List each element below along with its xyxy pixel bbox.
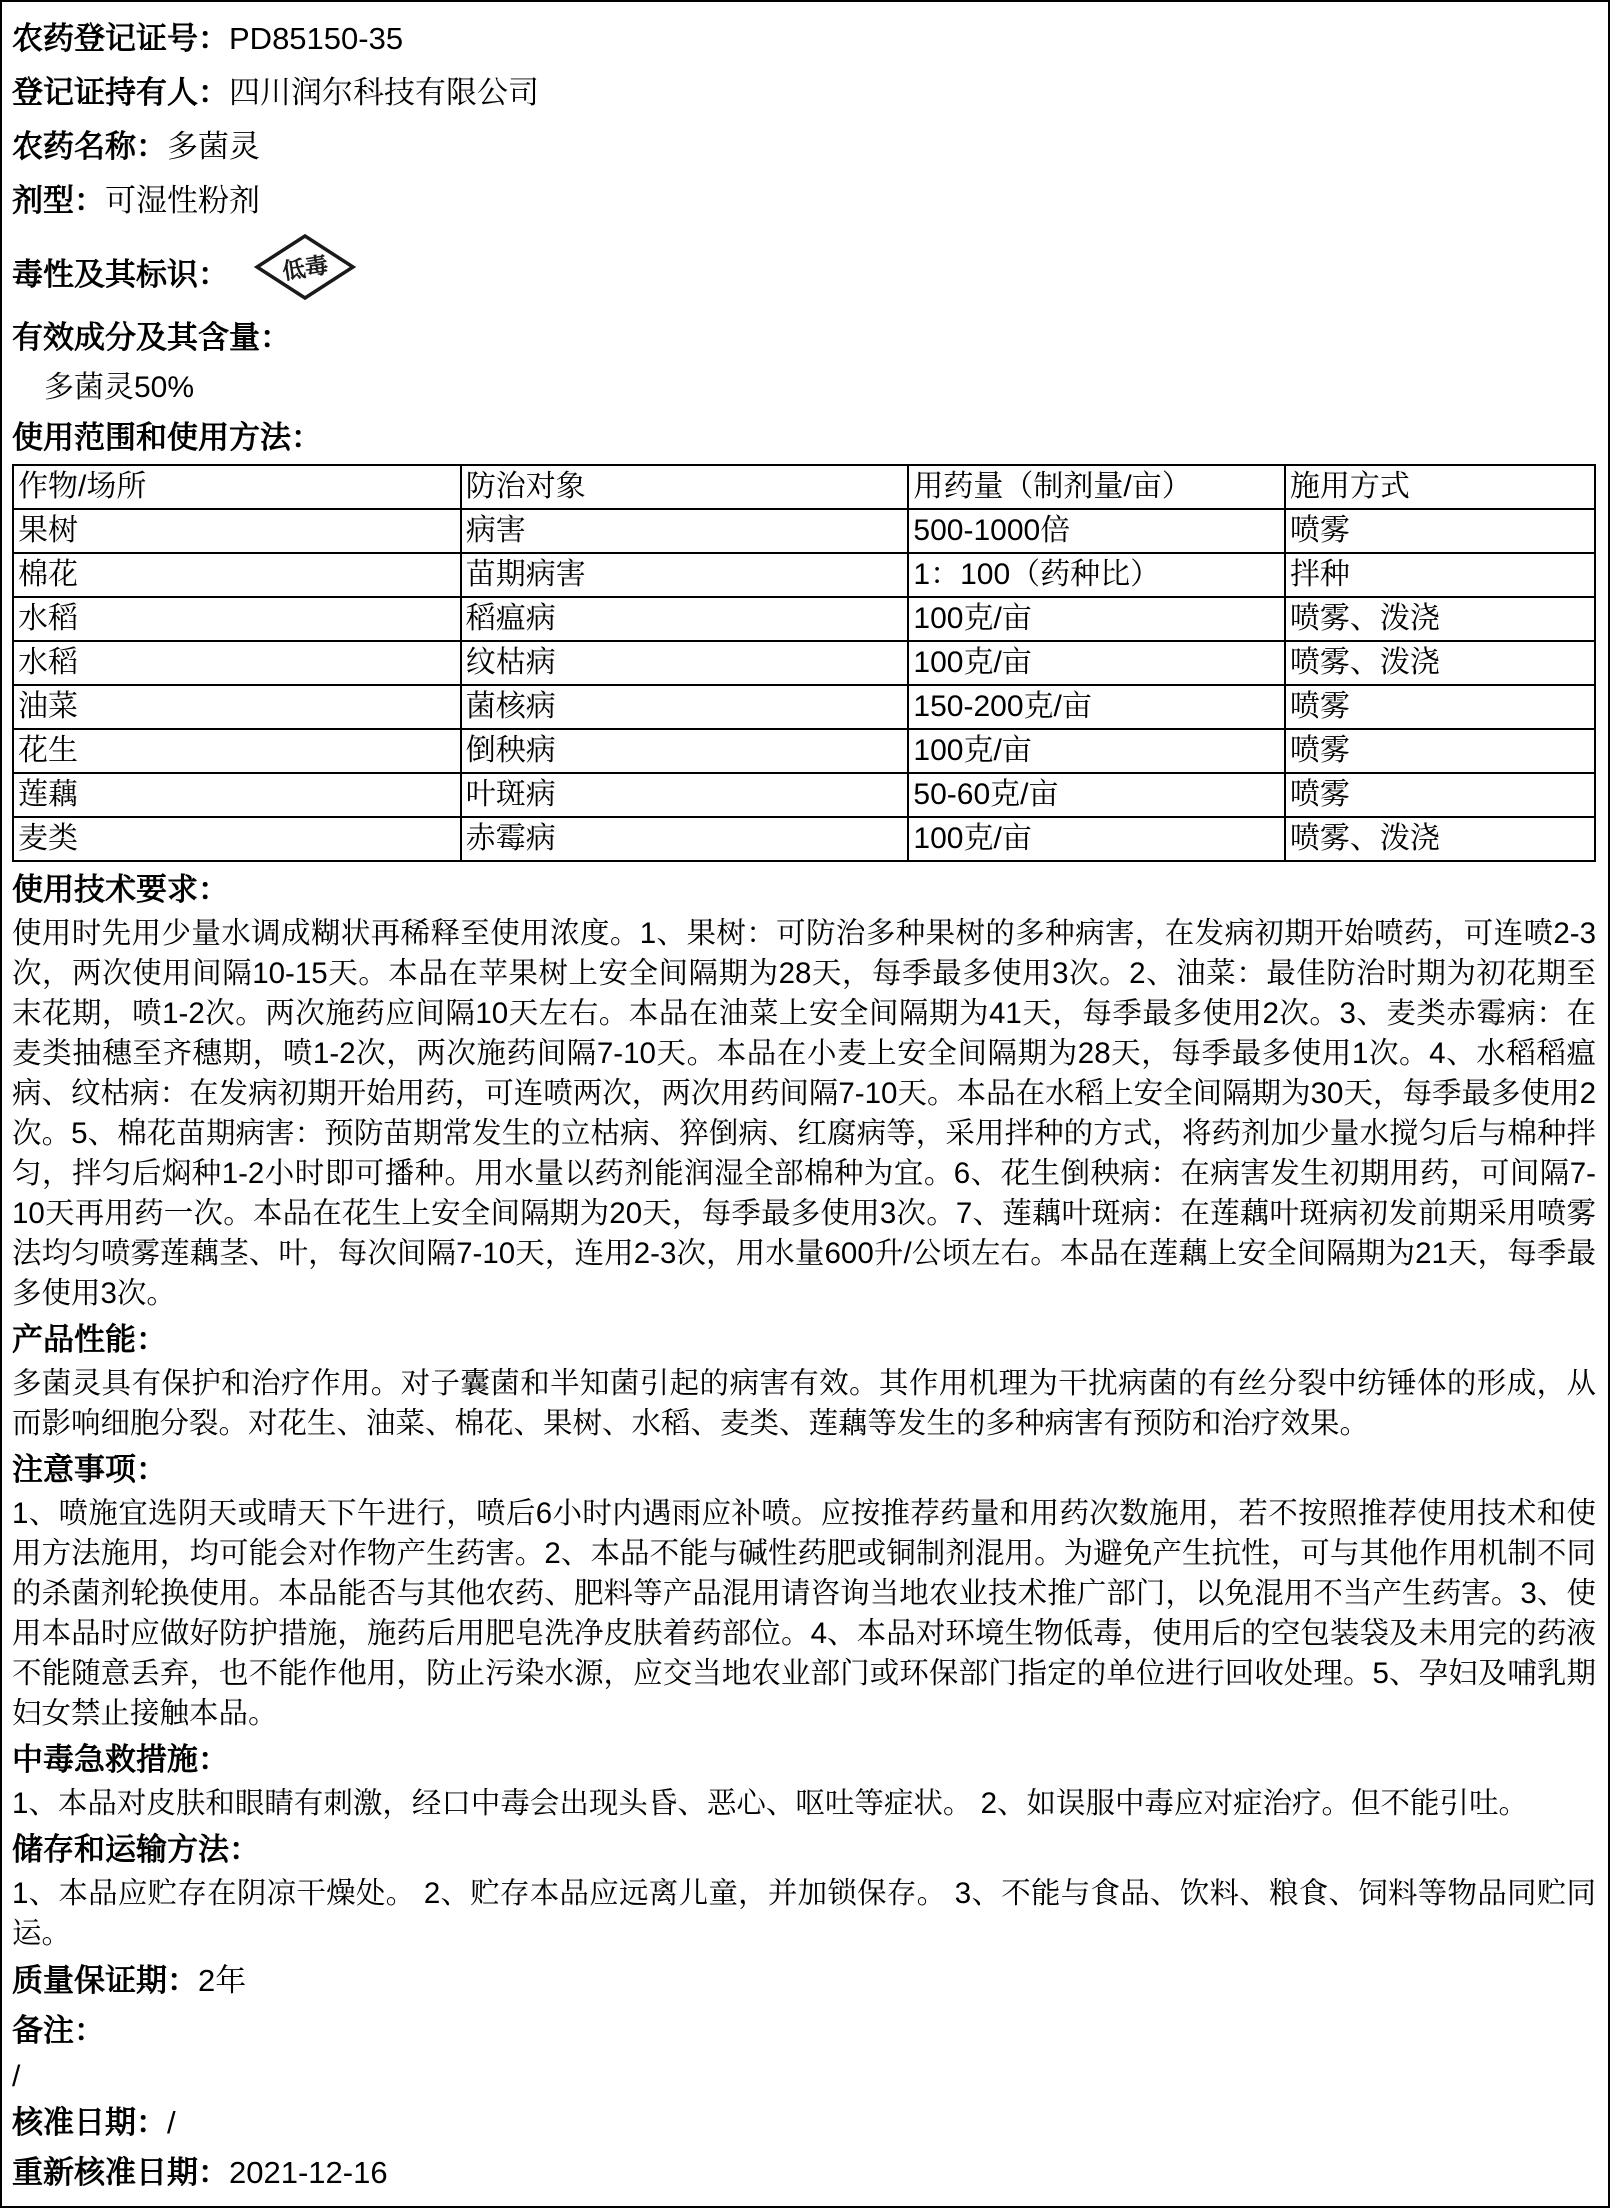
cell-method: 喷雾 — [1285, 509, 1595, 553]
usage-heading: 使用范围和使用方法： — [12, 420, 322, 455]
cell-crop: 花生 — [13, 729, 461, 773]
cell-target: 叶斑病 — [461, 773, 909, 817]
table-row — [13, 641, 1595, 685]
first-aid-text: 1、本品对皮肤和眼睛有刺激，经口中毒会出现头昏、恶心、呕吐等症状。 2、如误服中毒应对症治疗。但不能引吐。 — [12, 1787, 1529, 1820]
first-aid-heading: 中毒急救措施： — [12, 1742, 229, 1777]
cell-dosage: 1：100（药种比） — [908, 553, 1285, 597]
cell-crop: 莲藕 — [13, 773, 461, 817]
cell-crop: 麦类 — [13, 817, 461, 861]
approval-date-line — [12, 2098, 1596, 2148]
cell-crop: 水稻 — [13, 641, 461, 685]
table-row — [13, 553, 1595, 597]
table-row — [13, 773, 1595, 817]
pesticide-name-label: 农药名称： — [12, 129, 167, 164]
reapproval-date-label: 重新核准日期： — [12, 2155, 229, 2190]
holder-value: 四川润尔科技有限公司 — [229, 75, 539, 110]
formulation-label: 剂型： — [12, 183, 105, 218]
storage-text: 1、本品应贮存在阴凉干燥处。 2、贮存本品应远离儿童，并加锁保存。 3、不能与食品、饮料、粮食、饲料等物品同贮同运。 — [12, 1877, 1596, 1950]
cell-dosage: 50-60克/亩 — [908, 773, 1285, 817]
cell-method: 喷雾 — [1285, 685, 1595, 729]
cell-dosage: 500-1000倍 — [908, 509, 1285, 553]
toxicity-label: 毒性及其标识： — [12, 256, 229, 292]
table-row — [13, 509, 1595, 553]
active-ingredient-value: 多菌灵50% — [44, 371, 195, 404]
approval-date-label: 核准日期： — [12, 2105, 167, 2140]
cell-target: 赤霉病 — [461, 817, 909, 861]
formulation-value: 可湿性粉剂 — [105, 183, 260, 218]
toxicity-line — [12, 228, 1596, 314]
cell-target: 稻瘟病 — [461, 597, 909, 641]
technical-requirements-text: 使用时先用少量水调成糊状再稀释至使用浓度。1、果树：可防治多种果树的多种病害，在发病初期开始喷药，可连喷2-3次，两次使用间隔10-15天。本品在苹果树上安全间隔期为28天，每季最多使用3次。2、油菜：最佳防治时期为初花期至末花期，喷1-2次。两次施药应间隔10天左右。本品在油菜上安全间隔期为41天，每季最多使用2次。3、麦类赤霉病：在麦类抽穗至齐穗期，喷1-2次，两次施药间隔7-10天。本品在小麦上安全间隔期为28天，每季最多使用1次。4、水稻稻瘟病、纹枯病：在发病初期开始用药，可连喷两次，两次用药间隔7-10天。本品在水稻上安全间隔期为30天，每季最多使用2次。5、棉花苗期病害：预防苗期常发生的立枯病、猝倒病、红腐病等，采用拌种的方式，将药剂加少量水搅匀后与棉种拌匀，拌匀后焖种1-2小时即可播种。用水量以药剂能润湿全部棉种为宜。6、花生倒秧病：在病害发生初期用药，可间隔7-10天再用药一次。本品在花生上安全间隔期为20天，每季最多使用3次。7、莲藕叶斑病：在莲藕叶斑病初发前期采用喷雾法均匀喷雾莲藕茎、叶，每次间隔7-10天，连用2-3次，用水量600升/公顷左右。本品在莲藕上安全间隔期为21天，每季最多使用3次。 — [12, 917, 1596, 1310]
header-crop: 作物/场所 — [13, 465, 461, 509]
cell-target: 菌核病 — [461, 685, 909, 729]
cell-method: 拌种 — [1285, 553, 1595, 597]
low-toxicity-icon-text: 低毒 — [280, 251, 330, 285]
cell-crop: 果树 — [13, 509, 461, 553]
approval-date-value: / — [167, 2105, 176, 2140]
registration-number-value: PD85150-35 — [229, 21, 404, 56]
precautions-text: 1、喷施宜选阴天或晴天下午进行，喷后6小时内遇雨应补喷。应按推荐药量和用药次数施用，若不按照推荐使用技术和使用方法施用，均可能会对作物产生药害。2、本品不能与碱性药肥或铜制剂混用。为避免产生抗性，可与其他作用机制不同的杀菌剂轮换使用。本品能否与其他农药、肥料等产品混用请咨询当地农业技术推广部门，以免混用不当产生药害。3、使用本品时应做好防护措施，施药后用肥皂洗净皮肤着药部位。4、本品对环境生物低毒，使用后的空包装袋及未用完的药液不能随意丢弃，也不能作他用，防止污染水源，应交当地农业部门或环保部门指定的单位进行回收处理。5、孕妇及哺乳期妇女禁止接触本品。 — [12, 1497, 1596, 1730]
remarks-line — [12, 2006, 1596, 2056]
precautions-heading: 注意事项： — [12, 1452, 167, 1487]
cell-crop: 油菜 — [13, 685, 461, 729]
table-row — [13, 729, 1595, 773]
table-row — [13, 597, 1595, 641]
formulation-line — [12, 174, 1596, 228]
low-toxicity-icon — [253, 233, 357, 309]
table-row — [13, 685, 1595, 729]
cell-method: 喷雾 — [1285, 729, 1595, 773]
registration-number-line — [12, 12, 1596, 66]
pesticide-name-line — [12, 120, 1596, 174]
cell-target: 苗期病害 — [461, 553, 909, 597]
cell-method: 喷雾、泼浇 — [1285, 641, 1595, 685]
warranty-line — [12, 1956, 1596, 2006]
remarks-label: 备注： — [12, 2013, 105, 2048]
active-ingredient-heading: 有效成分及其含量： — [12, 320, 291, 355]
header-dosage: 用药量（制剂量/亩） — [908, 465, 1285, 509]
cell-dosage: 100克/亩 — [908, 641, 1285, 685]
cell-method: 喷雾、泼浇 — [1285, 597, 1595, 641]
cell-dosage: 100克/亩 — [908, 817, 1285, 861]
technical-requirements-heading: 使用技术要求： — [12, 872, 229, 907]
remarks-value: / — [12, 2060, 21, 2093]
product-performance-heading: 产品性能： — [12, 1322, 167, 1357]
warranty-value: 2年 — [198, 1963, 247, 1998]
cell-dosage: 100克/亩 — [908, 729, 1285, 773]
cell-target: 病害 — [461, 509, 909, 553]
holder-label: 登记证持有人： — [12, 75, 229, 110]
usage-table — [12, 464, 1596, 862]
cell-target: 倒秧病 — [461, 729, 909, 773]
cell-target: 纹枯病 — [461, 641, 909, 685]
header-method: 施用方式 — [1285, 465, 1595, 509]
holder-line — [12, 66, 1596, 120]
warranty-label: 质量保证期： — [12, 1963, 198, 1998]
pesticide-name-value: 多菌灵 — [167, 129, 260, 164]
cell-crop: 棉花 — [13, 553, 461, 597]
usage-table-header-row — [13, 465, 1595, 509]
table-row — [13, 817, 1595, 861]
storage-heading: 储存和运输方法： — [12, 1832, 260, 1867]
cell-method: 喷雾、泼浇 — [1285, 817, 1595, 861]
cell-crop: 水稻 — [13, 597, 461, 641]
header-target: 防治对象 — [461, 465, 909, 509]
reapproval-date-value: 2021-12-16 — [229, 2155, 388, 2190]
product-performance-text: 多菌灵具有保护和治疗作用。对子囊菌和半知菌引起的病害有效。其作用机理为干扰病菌的有丝分裂中纺锤体的形成，从而影响细胞分裂。对花生、油菜、棉花、果树、水稻、麦类、莲藕等发生的多种病害有预防和治疗效果。 — [12, 1367, 1596, 1440]
cell-dosage: 150-200克/亩 — [908, 685, 1285, 729]
registration-number-label: 农药登记证号： — [12, 21, 229, 56]
cell-method: 喷雾 — [1285, 773, 1595, 817]
reapproval-date-line — [12, 2148, 1596, 2198]
cell-dosage: 100克/亩 — [908, 597, 1285, 641]
